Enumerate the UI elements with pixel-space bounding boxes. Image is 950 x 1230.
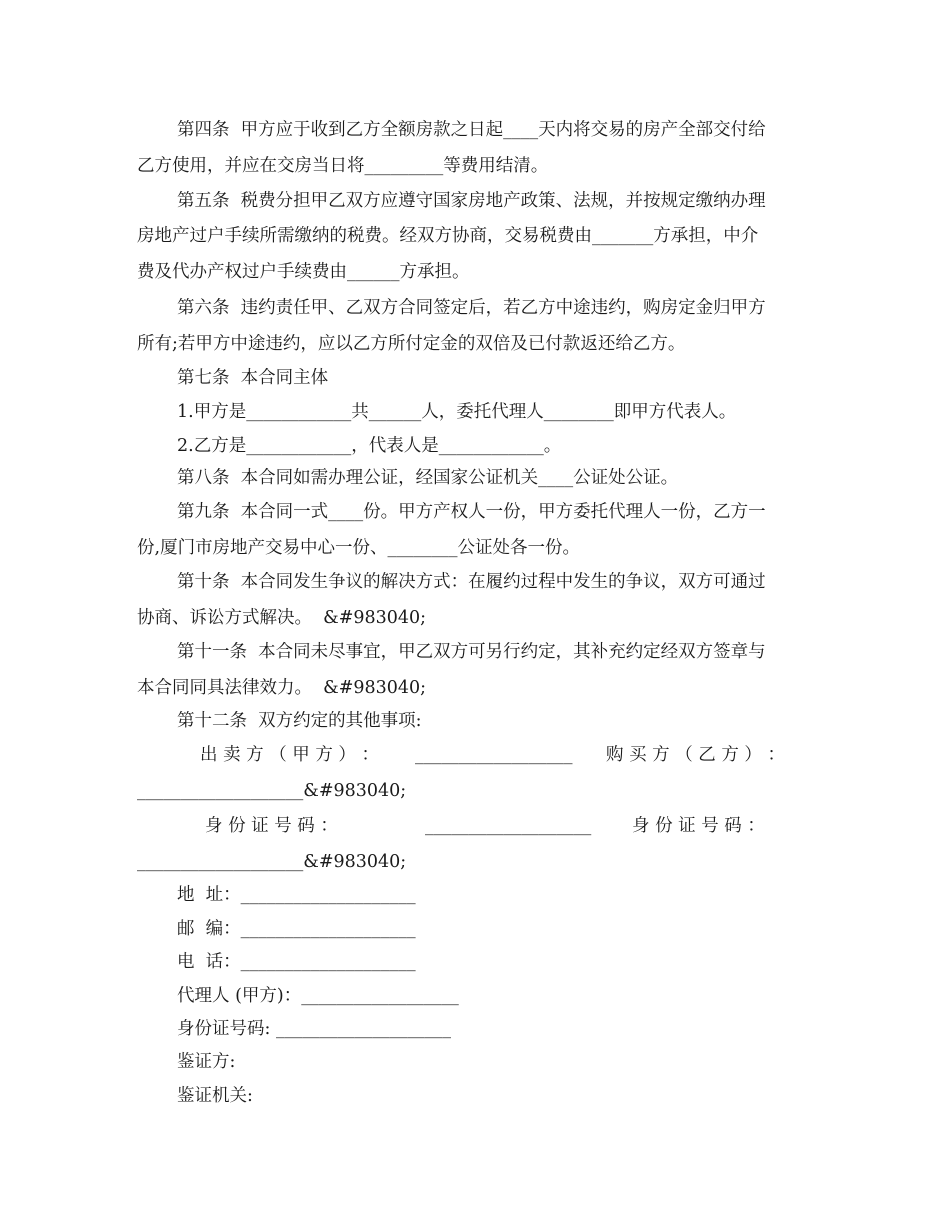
article-8: 第八条 本合同如需办理公证，经国家公证机关____公证处公证。 (177, 468, 679, 488)
article-7-title: 第七条 本合同主体 (177, 368, 329, 388)
agent-field: 代理人 (甲方)：__________________ (177, 986, 459, 1006)
article-9-line-2: 份,厦门市房地产交易中心一份、________公证处各一份。 (137, 538, 581, 558)
seller-id-blank: ___________________ (425, 816, 592, 836)
verifier-field: 鉴证方: (177, 1052, 236, 1072)
article-7-item-2: 2.乙方是____________，代表人是____________。 (177, 436, 562, 456)
article-11-line-1: 第十一条 本合同未尽事宜，甲乙双方可另行约定，其补充约定经双方签章与 (177, 642, 766, 662)
buyer-label: 购 买 方 （ 乙 方 ） ： (606, 745, 785, 765)
article-10-line-1: 第十条 本合同发生争议的解决方式：在履约过程中发生的争议，双方可通过 (177, 572, 766, 592)
article-6-line-2: 所有;若甲方中途违约，应以乙方所付定金的双倍及已付款返还给乙方。 (137, 334, 686, 354)
address-field: 地 址：____________________ (177, 885, 416, 905)
article-5-line-3: 费及代办产权过户手续费由______方承担。 (137, 262, 470, 282)
buyer-id-blank: ___________________&#983040; (137, 852, 407, 872)
buyer-id-label: 身 份 证 号 码 ： (632, 816, 765, 836)
seller-id-label: 身 份 证 号 码 ： (205, 816, 338, 836)
seller-blank: __________________ (415, 745, 573, 765)
article-6-line-1: 第六条 违约责任甲、乙双方合同签定后，若乙方中途违约，购房定金归甲方 (177, 298, 766, 318)
verification-authority-field: 鉴证机关: (177, 1086, 253, 1106)
article-7-item-1: 1.甲方是____________共______人，委托代理人________即甲方代表人。 (177, 402, 737, 422)
article-4-line-1: 第四条 甲方应于收到乙方全额房款之日起____天内将交易的房产全部交付给 (177, 120, 766, 140)
seller-label: 出 卖 方 （ 甲 方 ） ： (200, 745, 379, 765)
phone-field: 电 话：____________________ (177, 952, 416, 972)
article-9-line-1: 第九条 本合同一式____份。甲方产权人一份，甲方委托代理人一份，乙方一 (177, 502, 766, 522)
article-12: 第十二条 双方约定的其他事项: (177, 711, 422, 731)
article-5-line-2: 房地产过户手续所需缴纳的税费。经双方协商，交易税费由_______方承担，中介 (137, 226, 759, 246)
id-number-field: 身份证号码: ____________________ (177, 1019, 451, 1039)
article-5-line-1: 第五条 税费分担甲乙双方应遵守国家房地产政策、法规，并按规定缴纳办理 (177, 191, 766, 211)
buyer-blank: ___________________&#983040; (137, 781, 407, 801)
article-10-line-2: 协商、诉讼方式解决。 &#983040; (137, 608, 427, 628)
article-4-line-2: 乙方使用，并应在交房当日将_________等费用结清。 (137, 156, 549, 176)
article-11-line-2: 本合同同具法律效力。 &#983040; (137, 678, 427, 698)
postcode-field: 邮 编：____________________ (177, 919, 416, 939)
